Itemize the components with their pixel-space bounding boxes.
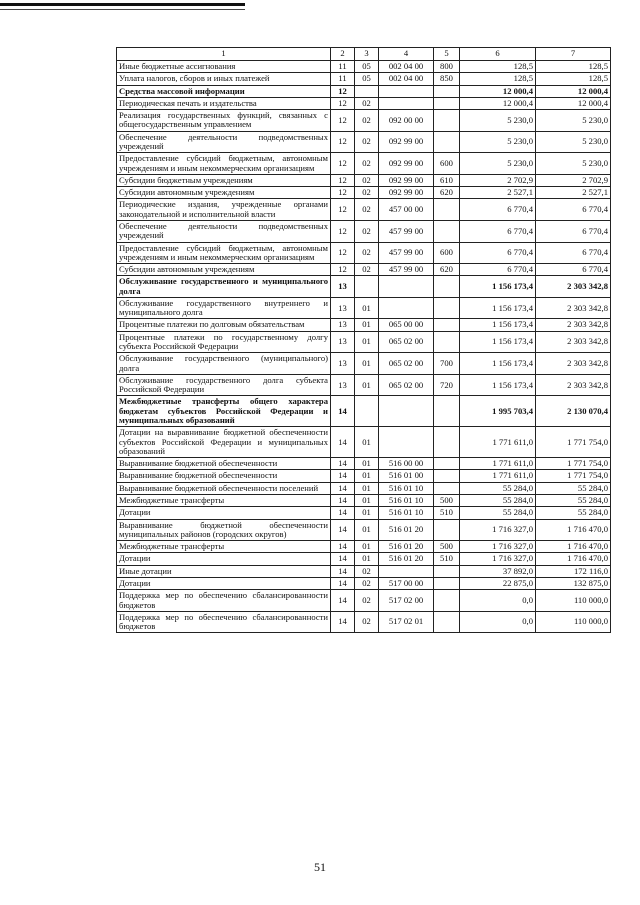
row-amount-1-cell: 128,5: [460, 73, 536, 85]
row-subsection-cell: 02: [355, 577, 379, 589]
table-body: [117, 61, 611, 633]
row-expense-type-cell: 510: [434, 553, 460, 565]
row-expense-type-cell: 500: [434, 494, 460, 506]
row-amount-2-cell: 5 230,0: [536, 131, 611, 153]
table-row: [117, 242, 611, 264]
row-section-cell: 12: [331, 242, 355, 264]
table-row: [117, 153, 611, 175]
row-section-cell: 12: [331, 174, 355, 186]
row-subsection-cell: 01: [355, 482, 379, 494]
row-amount-1-cell: 22 875,0: [460, 577, 536, 589]
row-amount-2-cell: 2 702,9: [536, 174, 611, 186]
row-subsection-cell: 02: [355, 131, 379, 153]
row-name-cell: Выравнивание бюджетной обеспеченности: [117, 470, 331, 482]
row-amount-1-cell: 2 527,1: [460, 187, 536, 199]
row-subsection-cell: 05: [355, 73, 379, 85]
row-expense-type-cell: [434, 97, 460, 109]
row-subsection-cell: 02: [355, 565, 379, 577]
table-row: [117, 374, 611, 396]
row-target-item-cell: 092 99 00: [379, 187, 434, 199]
table-row: [117, 353, 611, 375]
row-target-item-cell: 092 99 00: [379, 174, 434, 186]
table-row: [117, 553, 611, 565]
row-target-item-cell: 517 02 00: [379, 590, 434, 612]
row-section-cell: 13: [331, 276, 355, 298]
row-target-item-cell: [379, 396, 434, 427]
row-subsection-cell: 01: [355, 427, 379, 458]
row-subsection-cell: 01: [355, 331, 379, 353]
row-section-cell: 13: [331, 319, 355, 331]
table-row: [117, 611, 611, 633]
table-row: [117, 565, 611, 577]
row-expense-type-cell: [434, 276, 460, 298]
row-amount-1-cell: 5 230,0: [460, 153, 536, 175]
row-amount-2-cell: 1 716 470,0: [536, 541, 611, 553]
row-section-cell: 14: [331, 427, 355, 458]
row-target-item-cell: 457 99 00: [379, 220, 434, 242]
row-name-cell: Субсидии бюджетным учреждениям: [117, 174, 331, 186]
table-row: [117, 427, 611, 458]
row-amount-2-cell: 128,5: [536, 61, 611, 73]
row-amount-1-cell: 1 156 173,4: [460, 297, 536, 319]
row-section-cell: 13: [331, 297, 355, 319]
row-section-cell: 14: [331, 458, 355, 470]
row-section-cell: 14: [331, 590, 355, 612]
row-amount-1-cell: 1 716 327,0: [460, 519, 536, 541]
row-amount-1-cell: 37 892,0: [460, 565, 536, 577]
table-row: [117, 482, 611, 494]
row-amount-1-cell: 2 702,9: [460, 174, 536, 186]
row-amount-2-cell: 1 771 754,0: [536, 427, 611, 458]
col-header-5: 5: [434, 48, 460, 61]
row-amount-1-cell: 55 284,0: [460, 507, 536, 519]
row-name-cell: Дотации: [117, 553, 331, 565]
row-subsection-cell: 02: [355, 97, 379, 109]
row-amount-1-cell: 6 770,4: [460, 220, 536, 242]
row-target-item-cell: 517 02 01: [379, 611, 434, 633]
row-name-cell: Выравнивание бюджетной обеспеченности поселений: [117, 482, 331, 494]
row-target-item-cell: 065 00 00: [379, 319, 434, 331]
row-expense-type-cell: [434, 85, 460, 97]
row-name-cell: Субсидии автономным учреждениям: [117, 187, 331, 199]
row-target-item-cell: 002 04 00: [379, 61, 434, 73]
header-row: [117, 48, 611, 61]
row-expense-type-cell: 600: [434, 242, 460, 264]
table-row: [117, 174, 611, 186]
row-target-item-cell: [379, 85, 434, 97]
table-row: [117, 470, 611, 482]
table-row: [117, 85, 611, 97]
row-expense-type-cell: [434, 565, 460, 577]
row-target-item-cell: 457 99 00: [379, 264, 434, 276]
row-amount-1-cell: 1 771 611,0: [460, 427, 536, 458]
row-amount-2-cell: 110 000,0: [536, 590, 611, 612]
row-name-cell: Межбюджетные трансферты общего характера бюджетам субъектов Российской Федерации и муниципальных образований: [117, 396, 331, 427]
row-amount-1-cell: 0,0: [460, 611, 536, 633]
row-subsection-cell: 02: [355, 199, 379, 221]
row-target-item-cell: 065 02 00: [379, 353, 434, 375]
row-amount-2-cell: 2 527,1: [536, 187, 611, 199]
row-subsection-cell: [355, 396, 379, 427]
row-expense-type-cell: 600: [434, 153, 460, 175]
row-target-item-cell: 002 04 00: [379, 73, 434, 85]
row-target-item-cell: 516 01 00: [379, 470, 434, 482]
table-row: [117, 73, 611, 85]
row-subsection-cell: [355, 85, 379, 97]
row-subsection-cell: 02: [355, 187, 379, 199]
row-expense-type-cell: [434, 611, 460, 633]
row-section-cell: 12: [331, 199, 355, 221]
row-target-item-cell: 516 01 20: [379, 553, 434, 565]
row-amount-1-cell: 1 716 327,0: [460, 553, 536, 565]
row-expense-type-cell: 510: [434, 507, 460, 519]
page-number: 51: [314, 860, 326, 874]
row-section-cell: 12: [331, 264, 355, 276]
table-row: [117, 276, 611, 298]
row-name-cell: Субсидии автономным учреждениям: [117, 264, 331, 276]
row-subsection-cell: 02: [355, 174, 379, 186]
row-subsection-cell: 01: [355, 470, 379, 482]
row-expense-type-cell: [434, 482, 460, 494]
row-section-cell: 11: [331, 61, 355, 73]
row-target-item-cell: 092 99 00: [379, 153, 434, 175]
row-target-item-cell: [379, 565, 434, 577]
row-section-cell: 12: [331, 85, 355, 97]
row-subsection-cell: 01: [355, 541, 379, 553]
col-header-1: 1: [117, 48, 331, 61]
row-section-cell: 12: [331, 153, 355, 175]
row-section-cell: 14: [331, 519, 355, 541]
row-amount-2-cell: 172 116,0: [536, 565, 611, 577]
row-section-cell: 14: [331, 577, 355, 589]
row-amount-1-cell: 55 284,0: [460, 494, 536, 506]
row-subsection-cell: 02: [355, 153, 379, 175]
row-subsection-cell: [355, 276, 379, 298]
row-target-item-cell: 065 02 00: [379, 374, 434, 396]
table-row: [117, 131, 611, 153]
row-amount-2-cell: 12 000,4: [536, 97, 611, 109]
row-expense-type-cell: [434, 519, 460, 541]
table-row: [117, 264, 611, 276]
row-amount-1-cell: 1 771 611,0: [460, 470, 536, 482]
row-target-item-cell: 457 99 00: [379, 242, 434, 264]
row-target-item-cell: [379, 297, 434, 319]
row-amount-1-cell: 12 000,4: [460, 85, 536, 97]
row-amount-2-cell: 2 303 342,8: [536, 374, 611, 396]
row-section-cell: 14: [331, 396, 355, 427]
row-name-cell: Выравнивание бюджетной обеспеченности муниципальных районов (городских округов): [117, 519, 331, 541]
row-section-cell: 14: [331, 482, 355, 494]
row-amount-1-cell: 12 000,4: [460, 97, 536, 109]
row-target-item-cell: 516 01 20: [379, 519, 434, 541]
row-target-item-cell: 092 99 00: [379, 131, 434, 153]
row-expense-type-cell: [434, 131, 460, 153]
row-section-cell: 12: [331, 97, 355, 109]
row-amount-2-cell: 5 230,0: [536, 110, 611, 132]
row-expense-type-cell: 800: [434, 61, 460, 73]
row-subsection-cell: 01: [355, 507, 379, 519]
row-expense-type-cell: 500: [434, 541, 460, 553]
row-expense-type-cell: 720: [434, 374, 460, 396]
row-target-item-cell: 517 00 00: [379, 577, 434, 589]
row-name-cell: Реализация государственных функций, связанных с общегосударственным управлением: [117, 110, 331, 132]
row-subsection-cell: 02: [355, 242, 379, 264]
row-section-cell: 14: [331, 565, 355, 577]
table-row: [117, 541, 611, 553]
row-name-cell: Обеспечение деятельности подведомственных учреждений: [117, 220, 331, 242]
row-target-item-cell: [379, 97, 434, 109]
row-amount-1-cell: 55 284,0: [460, 482, 536, 494]
table-row: [117, 577, 611, 589]
row-amount-1-cell: 1 156 173,4: [460, 374, 536, 396]
row-name-cell: Поддержка мер по обеспечению сбалансированности бюджетов: [117, 590, 331, 612]
row-target-item-cell: 516 01 10: [379, 482, 434, 494]
row-amount-2-cell: 2 303 342,8: [536, 353, 611, 375]
row-expense-type-cell: 610: [434, 174, 460, 186]
row-amount-2-cell: 12 000,4: [536, 85, 611, 97]
row-expense-type-cell: 620: [434, 187, 460, 199]
row-subsection-cell: 01: [355, 297, 379, 319]
col-header-2: 2: [331, 48, 355, 61]
row-amount-2-cell: 132 875,0: [536, 577, 611, 589]
row-target-item-cell: 516 01 10: [379, 494, 434, 506]
row-name-cell: Межбюджетные трансферты: [117, 541, 331, 553]
row-target-item-cell: 516 01 20: [379, 541, 434, 553]
row-section-cell: 14: [331, 494, 355, 506]
row-subsection-cell: 02: [355, 611, 379, 633]
table-row: [117, 494, 611, 506]
row-expense-type-cell: [434, 396, 460, 427]
budget-table: [116, 47, 611, 633]
row-name-cell: Дотации: [117, 507, 331, 519]
row-amount-1-cell: 6 770,4: [460, 242, 536, 264]
table-row: [117, 187, 611, 199]
row-amount-2-cell: 6 770,4: [536, 199, 611, 221]
row-section-cell: 13: [331, 353, 355, 375]
row-amount-2-cell: 55 284,0: [536, 494, 611, 506]
table-row: [117, 319, 611, 331]
row-subsection-cell: 01: [355, 553, 379, 565]
row-subsection-cell: 01: [355, 353, 379, 375]
col-header-7: 7: [536, 48, 611, 61]
row-amount-1-cell: 6 770,4: [460, 199, 536, 221]
table-row: [117, 297, 611, 319]
table-row: [117, 458, 611, 470]
row-amount-2-cell: 2 303 342,8: [536, 297, 611, 319]
table-row: [117, 519, 611, 541]
header-rule-thin: [0, 9, 245, 10]
row-name-cell: Обеспечение деятельности подведомственных учреждений: [117, 131, 331, 153]
row-subsection-cell: 01: [355, 319, 379, 331]
row-target-item-cell: 092 00 00: [379, 110, 434, 132]
row-name-cell: Предоставление субсидий бюджетным, автономным учреждениям и иным некоммерческим организациям: [117, 153, 331, 175]
row-amount-1-cell: 1 716 327,0: [460, 541, 536, 553]
row-section-cell: 12: [331, 220, 355, 242]
row-name-cell: Периодическая печать и издательства: [117, 97, 331, 109]
row-amount-1-cell: 128,5: [460, 61, 536, 73]
row-amount-1-cell: 1 156 173,4: [460, 331, 536, 353]
row-amount-2-cell: 1 771 754,0: [536, 458, 611, 470]
col-header-4: 4: [379, 48, 434, 61]
row-subsection-cell: 01: [355, 494, 379, 506]
row-amount-1-cell: 1 156 173,4: [460, 319, 536, 331]
row-subsection-cell: 05: [355, 61, 379, 73]
row-amount-2-cell: 55 284,0: [536, 482, 611, 494]
table-row: [117, 590, 611, 612]
row-section-cell: 14: [331, 470, 355, 482]
row-name-cell: Процентные платежи по государственному долгу субъекта Российской Федерации: [117, 331, 331, 353]
table-row: [117, 220, 611, 242]
row-amount-2-cell: 2 303 342,8: [536, 319, 611, 331]
row-amount-1-cell: 1 156 173,4: [460, 276, 536, 298]
row-subsection-cell: 01: [355, 374, 379, 396]
table-row: [117, 331, 611, 353]
row-name-cell: Обслуживание государственного и муниципального долга: [117, 276, 331, 298]
row-section-cell: 11: [331, 73, 355, 85]
row-section-cell: 14: [331, 507, 355, 519]
row-expense-type-cell: 700: [434, 353, 460, 375]
row-section-cell: 13: [331, 374, 355, 396]
table-row: [117, 199, 611, 221]
row-subsection-cell: 02: [355, 220, 379, 242]
row-amount-2-cell: 2 130 070,4: [536, 396, 611, 427]
row-subsection-cell: 01: [355, 458, 379, 470]
row-section-cell: 12: [331, 110, 355, 132]
row-name-cell: Выравнивание бюджетной обеспеченности: [117, 458, 331, 470]
row-amount-2-cell: 1 771 754,0: [536, 470, 611, 482]
row-target-item-cell: 516 01 10: [379, 507, 434, 519]
row-target-item-cell: 065 02 00: [379, 331, 434, 353]
row-target-item-cell: [379, 276, 434, 298]
row-expense-type-cell: 620: [434, 264, 460, 276]
row-name-cell: Иные дотации: [117, 565, 331, 577]
row-amount-1-cell: 1 771 611,0: [460, 458, 536, 470]
row-expense-type-cell: [434, 331, 460, 353]
row-amount-2-cell: 55 284,0: [536, 507, 611, 519]
row-section-cell: 12: [331, 187, 355, 199]
row-subsection-cell: 02: [355, 264, 379, 276]
row-amount-1-cell: 1 156 173,4: [460, 353, 536, 375]
row-section-cell: 14: [331, 553, 355, 565]
row-amount-2-cell: 2 303 342,8: [536, 331, 611, 353]
row-name-cell: Иные бюджетные ассигнования: [117, 61, 331, 73]
row-name-cell: Поддержка мер по обеспечению сбалансированности бюджетов: [117, 611, 331, 633]
row-expense-type-cell: 850: [434, 73, 460, 85]
row-amount-2-cell: 128,5: [536, 73, 611, 85]
row-amount-2-cell: 1 716 470,0: [536, 553, 611, 565]
row-expense-type-cell: [434, 220, 460, 242]
row-expense-type-cell: [434, 199, 460, 221]
row-section-cell: 12: [331, 131, 355, 153]
row-name-cell: Дотации на выравнивание бюджетной обеспеченности субъектов Российской Федерации и муниципальных образований: [117, 427, 331, 458]
header-rule: [0, 3, 245, 6]
row-amount-1-cell: 6 770,4: [460, 264, 536, 276]
row-name-cell: Предоставление субсидий бюджетным, автономным учреждениям и иным некоммерческим организациям: [117, 242, 331, 264]
row-name-cell: Обслуживание государственного (муниципального) долга: [117, 353, 331, 375]
row-expense-type-cell: [434, 110, 460, 132]
table-row: [117, 507, 611, 519]
row-expense-type-cell: [434, 470, 460, 482]
row-subsection-cell: 02: [355, 110, 379, 132]
row-amount-1-cell: 1 995 703,4: [460, 396, 536, 427]
row-expense-type-cell: [434, 577, 460, 589]
col-header-6: 6: [460, 48, 536, 61]
row-amount-2-cell: 110 000,0: [536, 611, 611, 633]
row-section-cell: 14: [331, 611, 355, 633]
row-target-item-cell: [379, 427, 434, 458]
row-amount-2-cell: 6 770,4: [536, 264, 611, 276]
row-name-cell: Уплата налогов, сборов и иных платежей: [117, 73, 331, 85]
row-name-cell: Обслуживание государственного долга субъекта Российской Федерации: [117, 374, 331, 396]
row-name-cell: Процентные платежи по долговым обязательствам: [117, 319, 331, 331]
row-name-cell: Межбюджетные трансферты: [117, 494, 331, 506]
row-expense-type-cell: [434, 590, 460, 612]
row-target-item-cell: 516 00 00: [379, 458, 434, 470]
row-amount-2-cell: 5 230,0: [536, 153, 611, 175]
row-amount-1-cell: 0,0: [460, 590, 536, 612]
row-amount-1-cell: 5 230,0: [460, 131, 536, 153]
row-name-cell: Средства массовой информации: [117, 85, 331, 97]
row-expense-type-cell: [434, 319, 460, 331]
table-row: [117, 110, 611, 132]
row-name-cell: Периодические издания, учрежденные органами законодательной и исполнительной власти: [117, 199, 331, 221]
row-subsection-cell: 02: [355, 590, 379, 612]
col-header-3: 3: [355, 48, 379, 61]
row-expense-type-cell: [434, 458, 460, 470]
row-amount-1-cell: 5 230,0: [460, 110, 536, 132]
row-expense-type-cell: [434, 297, 460, 319]
row-name-cell: Обслуживание государственного внутреннего и муниципального долга: [117, 297, 331, 319]
row-expense-type-cell: [434, 427, 460, 458]
row-amount-2-cell: 6 770,4: [536, 242, 611, 264]
row-section-cell: 13: [331, 331, 355, 353]
row-amount-2-cell: 6 770,4: [536, 220, 611, 242]
row-amount-2-cell: 1 716 470,0: [536, 519, 611, 541]
row-amount-2-cell: 2 303 342,8: [536, 276, 611, 298]
table-row: [117, 61, 611, 73]
row-name-cell: Дотации: [117, 577, 331, 589]
table-row: [117, 97, 611, 109]
row-target-item-cell: 457 00 00: [379, 199, 434, 221]
row-section-cell: 14: [331, 541, 355, 553]
table-row: [117, 396, 611, 427]
row-subsection-cell: 01: [355, 519, 379, 541]
